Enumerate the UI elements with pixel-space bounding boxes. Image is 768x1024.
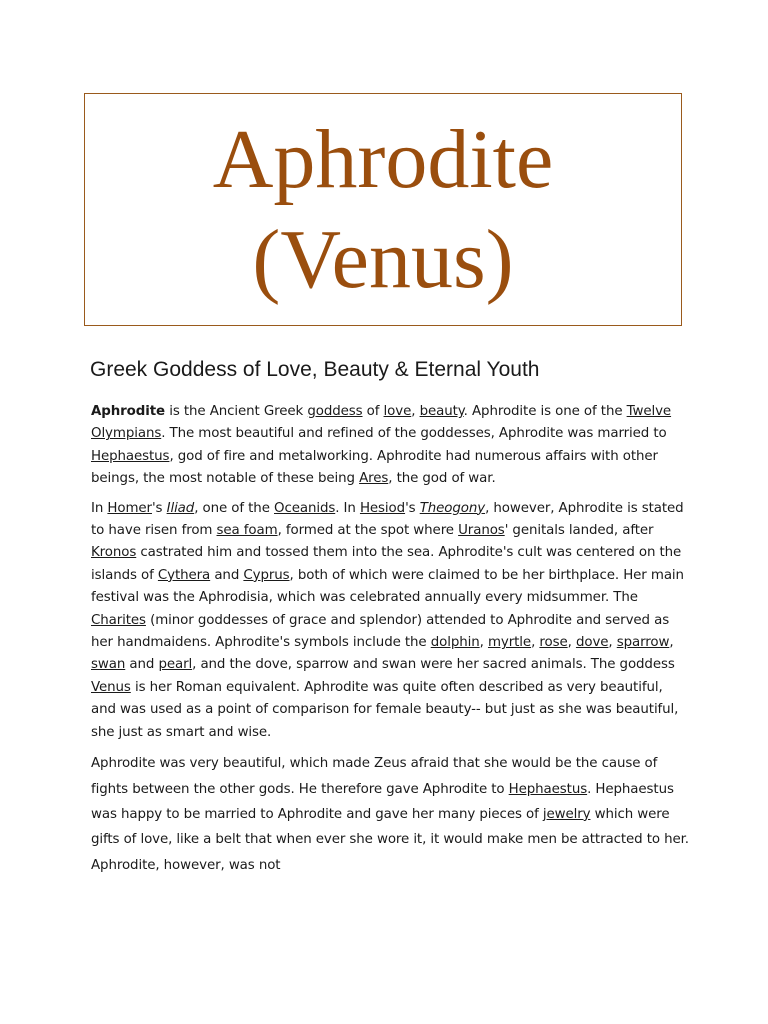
italic-title: Iliad bbox=[166, 500, 195, 516]
subtitle: Greek Goddess of Love, Beauty & Eternal Youth bbox=[90, 358, 540, 381]
paragraph-1 bbox=[91, 401, 691, 491]
text: . The most beautiful and refined of the goddesses, Aphrodite was married to bbox=[161, 426, 667, 442]
text: Aphrodite was very beautiful, which made Zeus afraid that she would be the cause of fights between the other gods. He therefore gave Aphrodite to bbox=[91, 756, 658, 797]
text: . Aphrodite is one of the bbox=[463, 404, 627, 419]
text: castrated him and tossed them into the sea. Aphrodite's cult was centered on the islands of bbox=[91, 545, 682, 583]
text: , bbox=[669, 635, 674, 651]
link-charites[interactable]: Charites bbox=[91, 612, 146, 628]
link-cythera[interactable]: Cythera bbox=[157, 567, 211, 583]
link-oceanids[interactable]: Oceanids bbox=[274, 500, 336, 516]
link-homer[interactable]: Homer bbox=[107, 500, 152, 516]
link-venus[interactable]: Venus bbox=[91, 679, 131, 695]
text: 's bbox=[151, 500, 167, 516]
text: and bbox=[125, 657, 159, 673]
text: . Hephaestus was happy to be married to Aphrodite and gave her many pieces of bbox=[91, 781, 674, 822]
title-line-2: (Venus) bbox=[252, 213, 514, 306]
link-myrtle[interactable]: myrtle bbox=[487, 635, 532, 651]
link-jewelry[interactable]: jewelry bbox=[542, 806, 591, 822]
text: (minor goddesses of grace and splendor) attended to Aphrodite and served as her handmaidens. Aphrodite's symbols include the bbox=[91, 612, 670, 651]
text: is her Roman equivalent. Aphrodite was quite often described as very beautiful, and was used as a point of comparison for female beauty-- but just as she was beautiful, she just as smart and wise. bbox=[91, 679, 679, 740]
article-body bbox=[91, 401, 691, 885]
text: which were gifts of love, like a belt that when ever she wore it, it would make men be attracted to her. Aphrodite, however, was not bbox=[91, 806, 689, 873]
link-kronos[interactable]: Kronos bbox=[91, 545, 137, 561]
link-hesiod[interactable]: Hesiod bbox=[359, 500, 406, 516]
text: of bbox=[362, 404, 384, 419]
link-dove[interactable]: dove bbox=[575, 635, 609, 651]
bold-term: Aphrodite bbox=[91, 404, 166, 419]
text: , and the dove, sparrow and swan were her sacred animals. The goddess bbox=[192, 657, 675, 673]
link-iliad[interactable] bbox=[167, 501, 195, 516]
text: , god of fire and metalworking. Aphrodite had numerous affairs with other beings, the most notable of these being bbox=[91, 448, 658, 487]
text: . In bbox=[335, 500, 360, 516]
link-beauty[interactable]: beauty bbox=[419, 404, 464, 419]
text: and bbox=[210, 567, 244, 583]
title-line-1: Aphrodite bbox=[212, 113, 554, 206]
link-sea-foam[interactable]: sea foam bbox=[216, 523, 278, 539]
link-love[interactable]: love bbox=[383, 404, 412, 419]
link-goddess[interactable]: goddess bbox=[307, 404, 363, 419]
title-box bbox=[84, 93, 682, 326]
link-uranos[interactable]: Uranos bbox=[458, 523, 505, 539]
text: 's bbox=[405, 500, 420, 516]
link-cyprus[interactable]: Cyprus bbox=[243, 567, 290, 583]
text: , however, Aphrodite is stated to have risen from bbox=[91, 500, 684, 539]
text: , bbox=[531, 635, 540, 651]
link-swan[interactable]: swan bbox=[91, 657, 126, 673]
link-hephaestus-2[interactable]: Hephaestus bbox=[508, 781, 588, 797]
link-pearl[interactable]: pearl bbox=[158, 657, 193, 673]
link-ares[interactable]: Ares bbox=[359, 471, 389, 487]
text: , bbox=[411, 404, 420, 419]
text: , one of the bbox=[194, 500, 274, 516]
text: , bbox=[567, 635, 576, 651]
link-dolphin[interactable]: dolphin bbox=[430, 635, 480, 651]
text: , bbox=[479, 635, 488, 651]
link-rose[interactable]: rose bbox=[539, 635, 568, 651]
text: , both of which were claimed to be her birthplace. Her main festival was the Aphrodisia, which was celebrated annually every midsummer. The bbox=[91, 567, 684, 606]
link-hephaestus[interactable]: Hephaestus bbox=[91, 448, 170, 464]
paragraph-3 bbox=[91, 751, 691, 878]
text: ' genitals landed, after bbox=[504, 523, 654, 539]
link-sparrow[interactable]: sparrow bbox=[616, 635, 670, 651]
text: In bbox=[91, 500, 108, 516]
text: is the Ancient Greek bbox=[165, 404, 308, 419]
text: , bbox=[608, 635, 617, 651]
text: , the god of war. bbox=[388, 471, 496, 487]
text: , formed at the spot where bbox=[277, 523, 459, 539]
link-twelve-olympians[interactable]: Twelve Olympians bbox=[91, 404, 672, 442]
paragraph-2 bbox=[91, 498, 691, 744]
link-theogony[interactable] bbox=[420, 501, 485, 516]
italic-title: Theogony bbox=[419, 500, 486, 516]
